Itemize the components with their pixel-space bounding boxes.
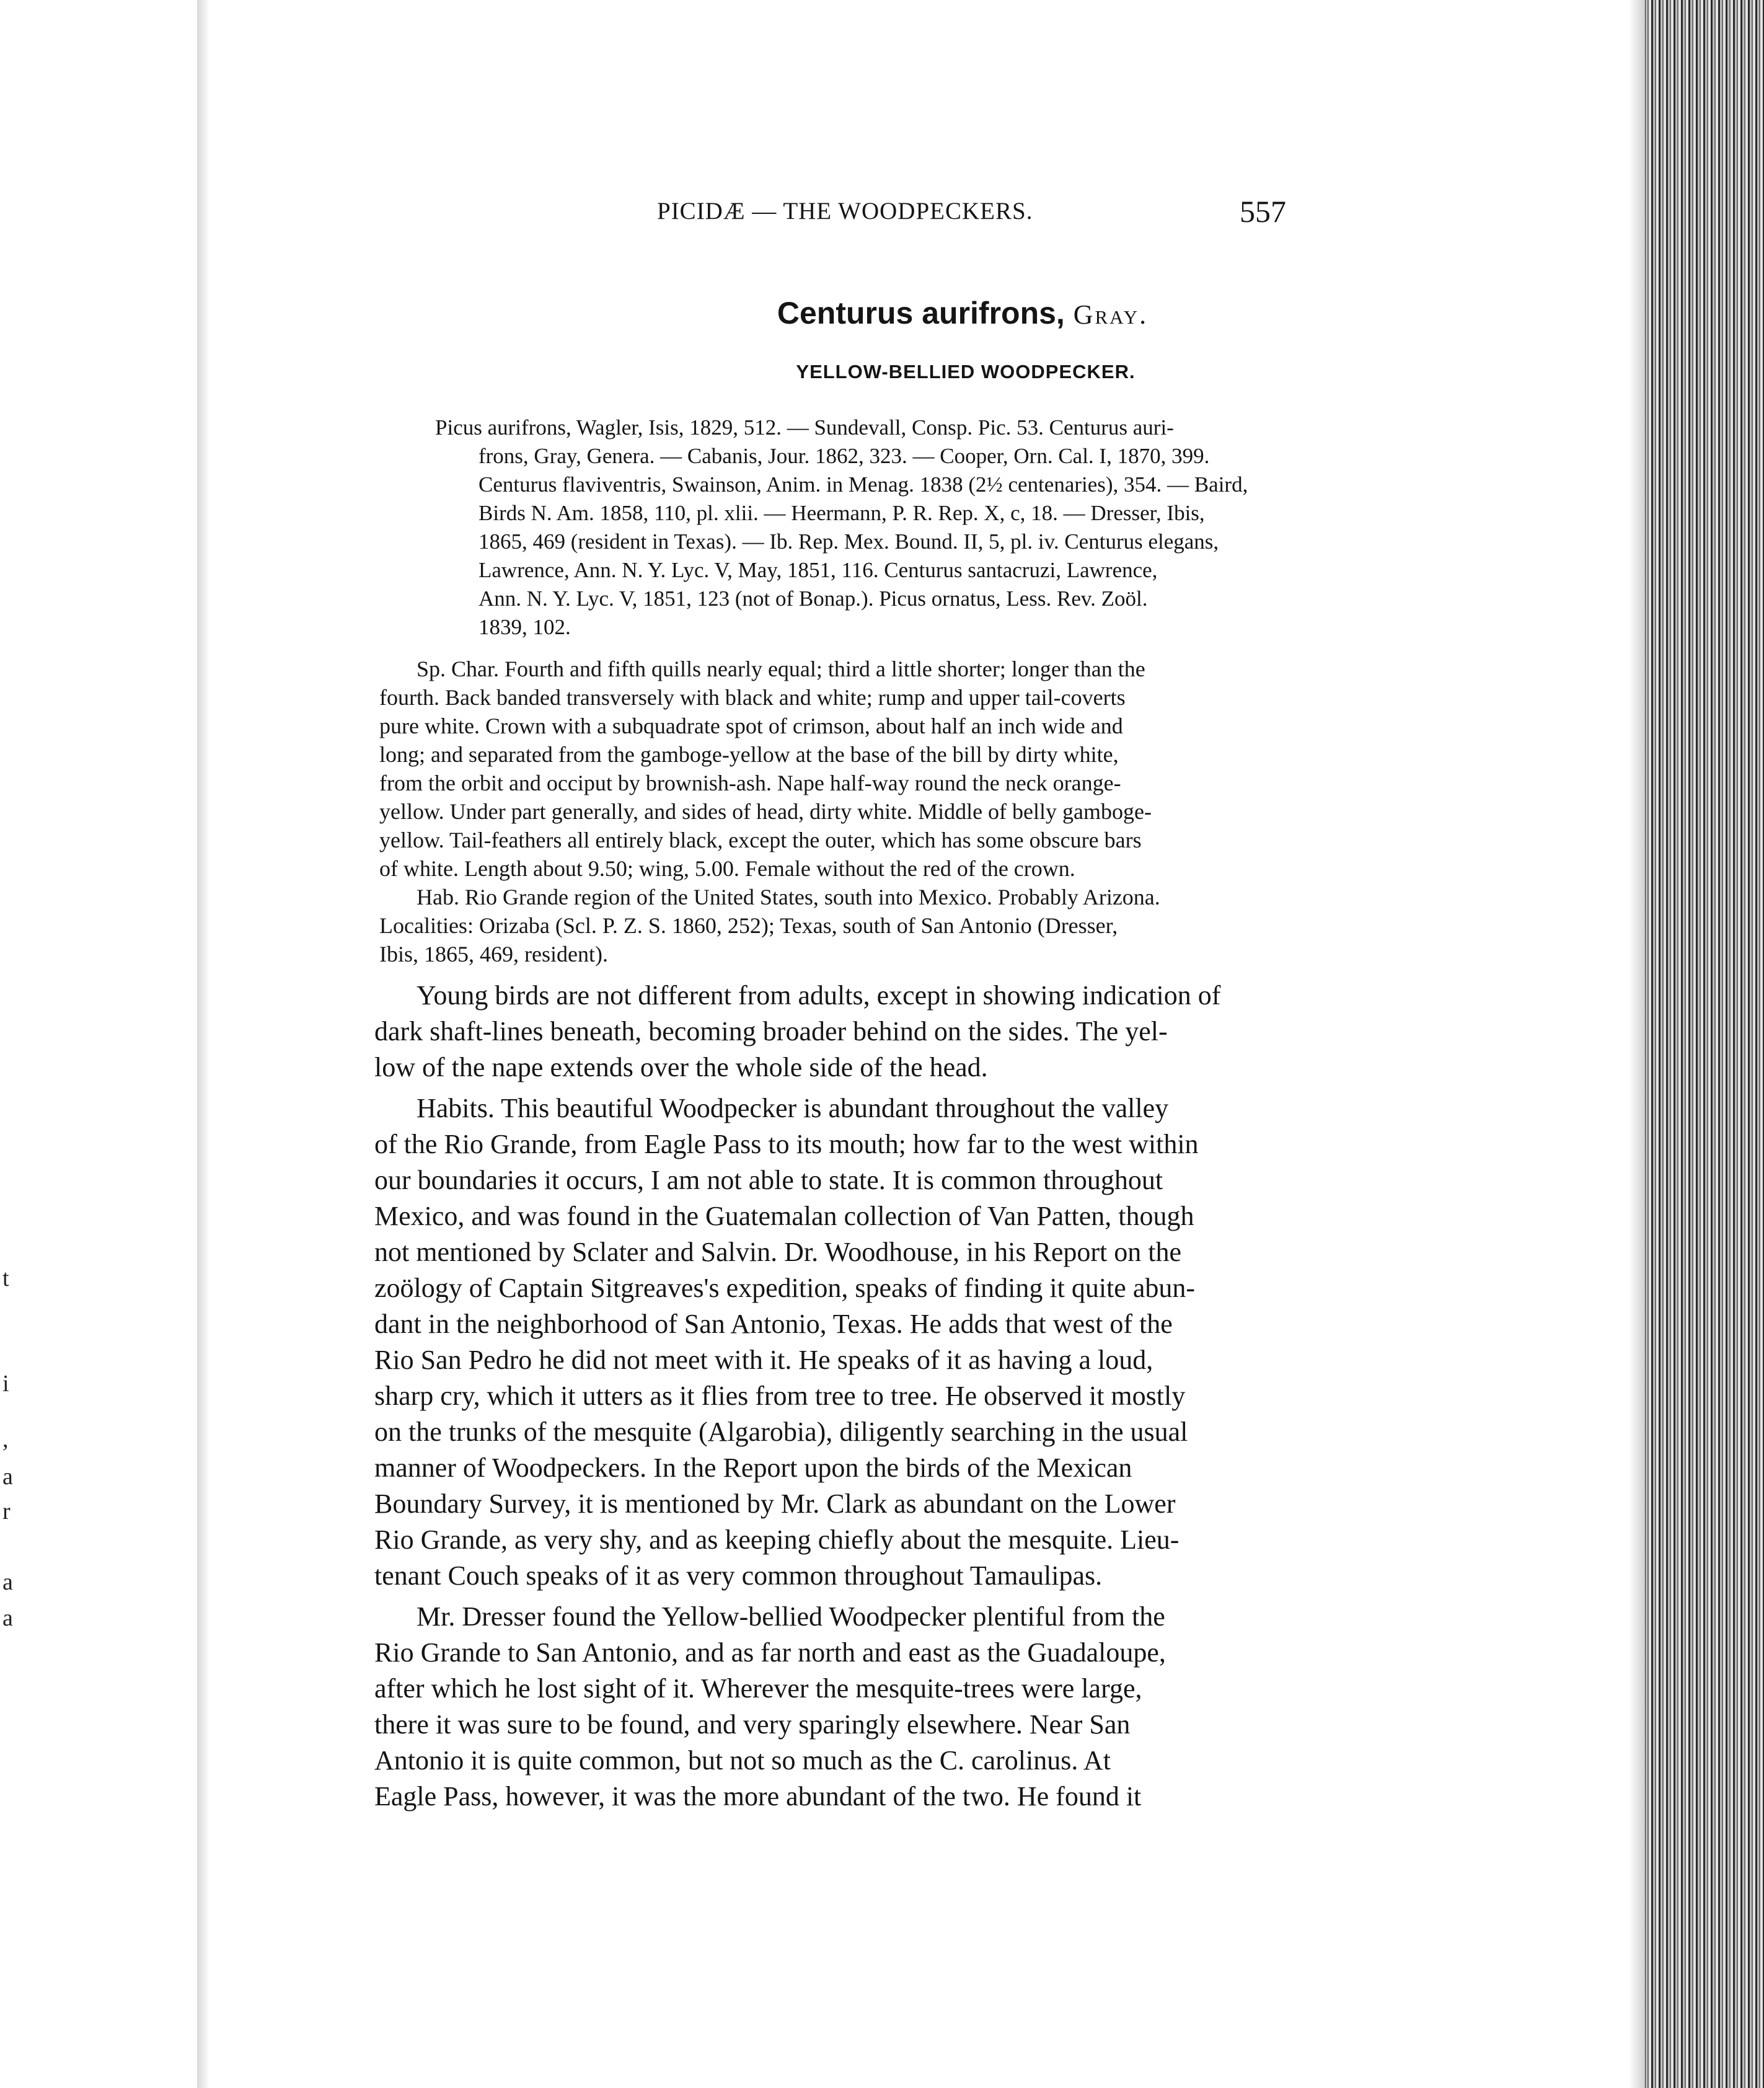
synonymy-line: 1839, 102. [478, 615, 571, 639]
species-title [0, 295, 1764, 331]
synonymy-line: Birds N. Am. 1858, 110, pl. xlii. — Heermann, P. R. Rep. X, c, 18. — Dresser, Ibis, [478, 501, 1205, 525]
character-line: yellow. Under part generally, and sides of head, dirty white. Middle of belly gamboge- [379, 799, 1152, 824]
body-line: Eagle Pass, however, it was the more abundant of the two. He found it [374, 1781, 1142, 1812]
body-line: not mentioned by Sclater and Salvin. Dr. Woodhouse, in his Report on the [374, 1237, 1182, 1267]
synonymy-line: Ann. N. Y. Lyc. V, 1851, 123 (not of Bonap.). Picus ornatus, Less. Rev. Zoöl. [478, 586, 1148, 611]
body-line: low of the nape extends over the whole side of the head. [374, 1052, 988, 1082]
body-line: Habits. This beautiful Woodpecker is abundant throughout the valley [417, 1093, 1169, 1123]
synonymy-line: frons, Gray, Genera. — Cabanis, Jour. 1862, 323. — Cooper, Orn. Cal. I, 1870, 399. [478, 444, 1210, 468]
common-name: YELLOW-BELLIED WOODPECKER. [796, 361, 1136, 383]
body-line: tenant Couch speaks of it as very common throughout Tamaulipas. [374, 1560, 1103, 1591]
body-line: zoölogy of Captain Sitgreaves's expedition, speaks of finding it quite abun- [374, 1273, 1195, 1303]
habitat-line: Hab. Rio Grande region of the United States, south into Mexico. Probably Arizona. [417, 885, 1160, 909]
synonymy-line: 1865, 469 (resident in Texas). — Ib. Rep. Mex. Bound. II, 5, pl. iv. Centurus elegans, [478, 529, 1219, 554]
body-line: sharp cry, which it utters as it flies from tree to tree. He observed it mostly [374, 1381, 1186, 1411]
body-line: Mr. Dresser found the Yellow-bellied Woodpecker plentiful from the [417, 1601, 1165, 1632]
margin-mark: t [2, 1265, 9, 1291]
margin-mark: , [2, 1427, 9, 1453]
body-line: dant in the neighborhood of San Antonio, Texas. He adds that west of the [374, 1309, 1173, 1339]
body-line: Rio San Pedro he did not meet with it. He speaks of it as having a loud, [374, 1345, 1153, 1375]
body-line: dark shaft-lines beneath, becoming broader behind on the sides. The yel- [374, 1016, 1168, 1046]
habitat-line: Localities: Orizaba (Scl. P. Z. S. 1860, 252); Texas, south of San Antonio (Dresser, [379, 913, 1118, 938]
character-line: yellow. Tail-feathers all entirely black, except the outer, which has some obscure bars [379, 828, 1142, 852]
character-line: long; and separated from the gamboge-yellow at the base of the bill by dirty white, [379, 742, 1119, 767]
body-line: Rio Grande, as very shy, and as keeping chiefly about the mesquite. Lieu- [374, 1524, 1180, 1555]
body-line: there it was sure to be found, and very sparingly elsewhere. Near San [374, 1709, 1131, 1740]
body-line: Rio Grande to San Antonio, and as far north and east as the Guadaloupe, [374, 1637, 1166, 1668]
body-line: our boundaries it occurs, I am not able to state. It is common throughout [374, 1165, 1163, 1195]
character-line: Sp. Char. Fourth and fifth quills nearly equal; third a little shorter; longer than the [417, 657, 1145, 681]
body-line: Boundary Survey, it is mentioned by Mr. Clark as abundant on the Lower [374, 1489, 1176, 1519]
body-line: Young birds are not different from adults, except in showing indication of [417, 980, 1221, 1011]
species-name: Centurus aurifrons, [777, 296, 1065, 330]
species-authority: Gray. [1073, 299, 1149, 330]
running-head: PICIDÆ — THE WOODPECKERS. [657, 198, 1033, 224]
margin-mark: i [2, 1371, 9, 1397]
margin-mark: a [2, 1569, 13, 1595]
body-line: after which he lost sight of it. Wherever the mesquite-trees were large, [374, 1673, 1142, 1704]
synonymy-line: Centurus flaviventris, Swainson, Anim. in Menag. 1838 (2½ centenaries), 354. — Baird, [478, 472, 1248, 497]
body-line: of the Rio Grande, from Eagle Pass to its mouth; how far to the west within [374, 1129, 1199, 1159]
character-line: fourth. Back banded transversely with black and white; rump and upper tail-coverts [379, 685, 1126, 710]
synonymy-line: Picus aurifrons, Wagler, Isis, 1829, 512. — Sundevall, Consp. Pic. 53. Centurus auri- [435, 415, 1174, 440]
page-number: 557 [1240, 194, 1286, 229]
margin-mark: a [2, 1464, 13, 1490]
margin-mark: a [2, 1605, 13, 1631]
synonymy-line: Lawrence, Ann. N. Y. Lyc. V, May, 1851, 116. Centurus santacruzi, Lawrence, [478, 558, 1158, 582]
character-line: pure white. Crown with a subquadrate spot of crimson, about half an inch wide and [379, 714, 1123, 738]
body-line: on the trunks of the mesquite (Algarobia), diligently searching in the usual [374, 1417, 1188, 1447]
character-line: from the orbit and occiput by brownish-ash. Nape half-way round the neck orange- [379, 771, 1121, 795]
margin-mark: r [2, 1498, 11, 1524]
body-line: Antonio it is quite common, but not so much as the C. carolinus. At [374, 1745, 1111, 1776]
body-line: manner of Woodpeckers. In the Report upon the birds of the Mexican [374, 1453, 1132, 1483]
habitat-line: Ibis, 1865, 469, resident). [379, 942, 608, 967]
character-line: of white. Length about 9.50; wing, 5.00. Female without the red of the crown. [379, 856, 1075, 881]
body-line: Mexico, and was found in the Guatemalan collection of Van Patten, though [374, 1201, 1194, 1231]
